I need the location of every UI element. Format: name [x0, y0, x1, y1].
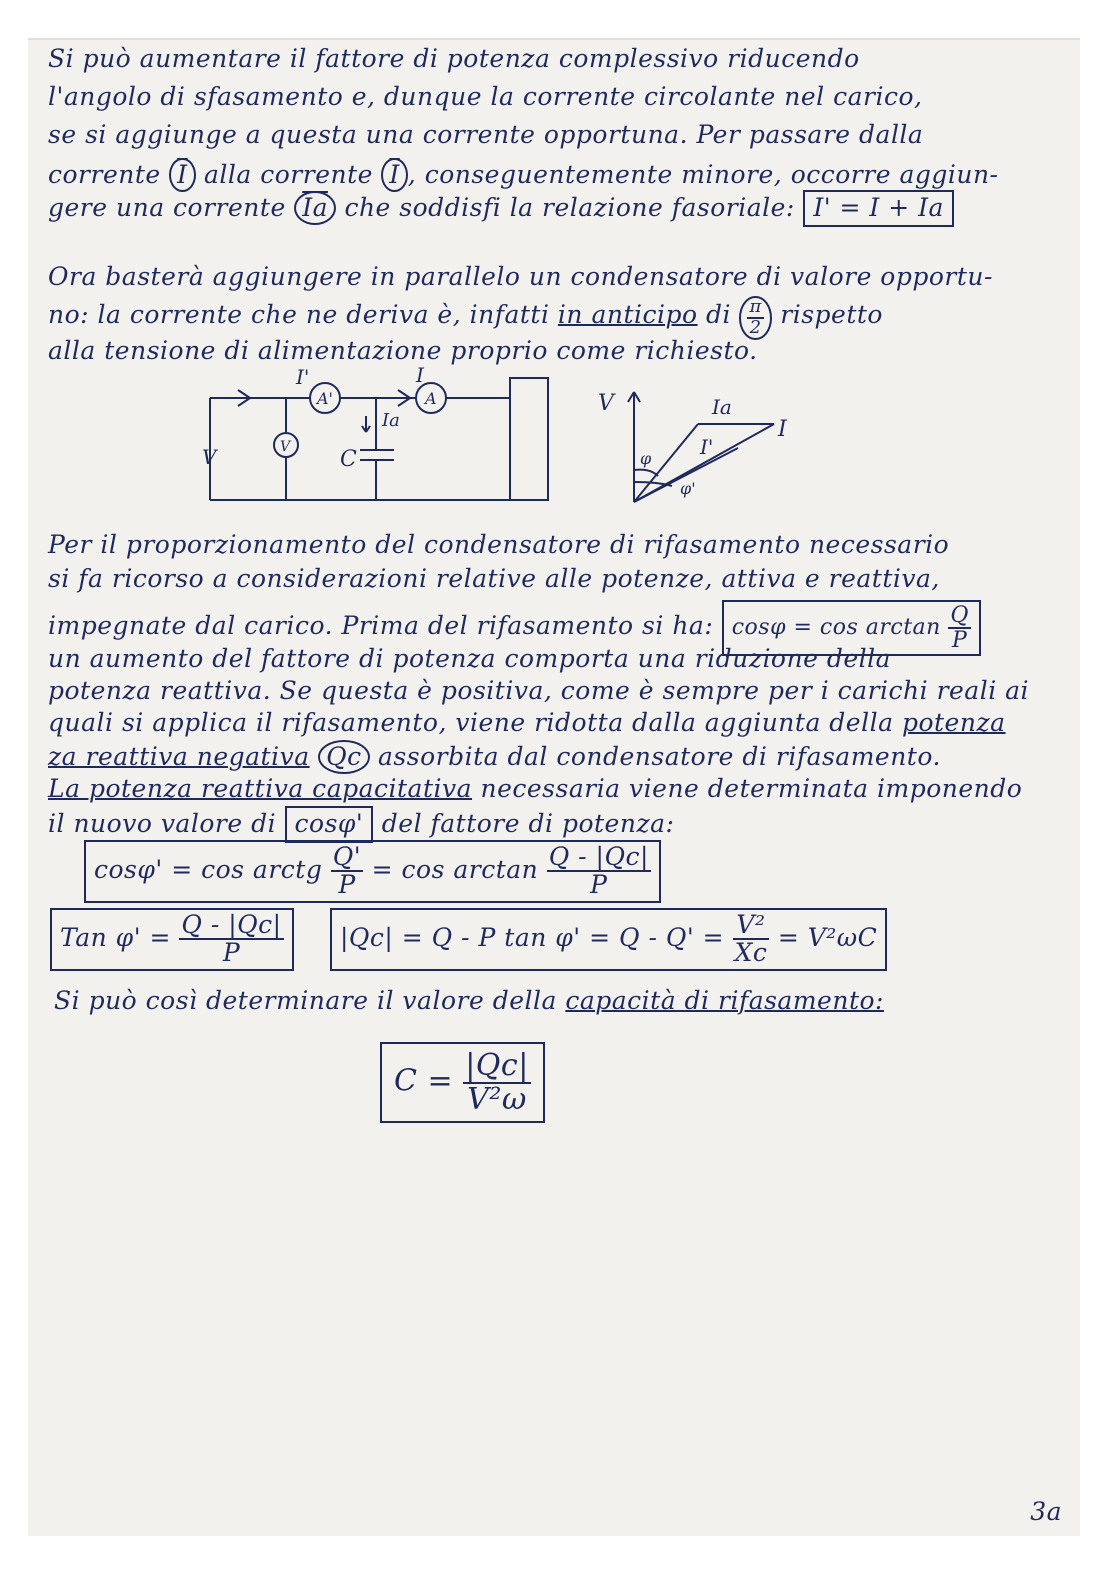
text-line: Per il proporzionamento del condensatore di rifasamento necessario: [48, 530, 950, 559]
boxed-formula: cosφ': [285, 806, 374, 843]
circuit-label-i: I: [416, 363, 424, 387]
phasor-label-i-prime: I': [700, 435, 714, 459]
fraction-denominator: P: [222, 938, 241, 968]
formula-part: cosφ = cos arctan: [731, 615, 941, 641]
text-line: [48, 708, 1006, 737]
boxed-formula: [380, 1042, 545, 1123]
phasor-label-i: I: [778, 417, 787, 442]
page-number: 3a: [1030, 1497, 1062, 1526]
text-line: potenza reattiva. Se questa è positiva, come è sempre per i carichi reali ai: [48, 676, 1030, 705]
text-line: [48, 190, 954, 227]
boxed-formula: [50, 908, 294, 971]
equation-row: [330, 908, 887, 971]
phasor-diagram: [588, 370, 828, 510]
text-fragment: che soddisfi la relazione fasoriale:: [344, 193, 795, 222]
fraction-denominator: 2: [749, 316, 762, 338]
notebook-page: [28, 38, 1080, 1536]
fraction-denominator: P: [338, 870, 356, 900]
fraction-numerator: Q: [950, 603, 969, 628]
text-fragment: corrente: [48, 160, 161, 189]
text-fragment: di: [706, 299, 732, 329]
text-line: se si aggiunge a questa una corrente opportuna. Per passare dalla: [48, 120, 924, 149]
circled-symbol: $\overline{Ia}$: [294, 191, 336, 225]
formula-part: cosφ' = cos arctg: [94, 854, 323, 884]
fraction-numerator: |Qc|: [465, 1048, 529, 1083]
text-fragment: no: la corrente che ne deriva è, infatti: [48, 299, 550, 329]
text-line: Ora basterà aggiungere in parallelo un condensatore di valore opportu-: [48, 262, 993, 291]
text-line: [54, 986, 884, 1015]
text-line: Si può aumentare il fattore di potenza complessivo riducendo: [48, 44, 860, 73]
underlined-text: potenza: [901, 708, 1006, 737]
text-fragment: gere una corrente: [48, 193, 286, 222]
text-fragment: rispetto: [780, 299, 883, 329]
text-fragment: il nuovo valore di: [48, 809, 277, 838]
text-fragment: quali si applica il rifasamento, viene ridotta dalla aggiunta della: [48, 708, 894, 737]
formula-part: Tan φ' =: [60, 922, 171, 952]
fraction-denominator: P: [590, 870, 608, 900]
circled-symbol: $\overline{I}$: [381, 158, 407, 192]
final-formula-row: [380, 1042, 545, 1123]
boxed-formula: I' = I + Ia: [803, 190, 954, 227]
circuit-label-i-prime: I': [296, 365, 310, 389]
text-line: [48, 740, 941, 774]
phasor-label-v: V: [598, 391, 614, 416]
boxed-formula: [330, 908, 887, 971]
boxed-formula: [84, 840, 661, 903]
text-fragment: Si può così determinare il valore della: [54, 986, 557, 1015]
phasor-label-phi-prime: φ': [680, 479, 696, 498]
circuit-diagram: [198, 360, 578, 510]
text-fragment: necessaria viene determinata imponendo: [480, 774, 1023, 803]
fraction-denominator: P: [951, 628, 968, 654]
fraction-denominator: Xc: [734, 938, 768, 968]
phasor-label-ia: Ia: [712, 395, 732, 419]
fraction-denominator: V²ω: [467, 1081, 527, 1117]
text-fragment: del fattore di potenza:: [381, 809, 675, 838]
text-fragment: alla corrente: [204, 160, 373, 189]
formula-part: = cos arctan: [371, 854, 539, 884]
circuit-label-ia: Ia: [382, 410, 400, 431]
text-fragment: assorbita dal condensatore di rifasamento.: [378, 742, 941, 771]
underlined-text: in anticipo: [557, 299, 698, 329]
text-fragment: impegnate dal carico. Prima del rifasamento si ha:: [48, 611, 714, 641]
underlined-text: capacità di rifasamento:: [565, 986, 884, 1015]
text-line: [48, 158, 999, 192]
fraction-numerator: V²: [733, 912, 770, 940]
text-line: un aumento del fattore di potenza comporta una riduzione della: [48, 644, 892, 673]
text-line: [48, 296, 883, 340]
text-fragment: , conseguentemente minore, occorre aggiun-: [407, 160, 999, 189]
circled-fraction: [739, 296, 771, 340]
circled-symbol: Qc: [318, 740, 370, 774]
fraction-numerator: Q - |Qc|: [181, 910, 282, 939]
circuit-label-v: V: [202, 445, 217, 469]
text-line: [48, 806, 674, 843]
formula-part: C =: [394, 1063, 454, 1099]
text-line: l'angolo di sfasamento e, dunque la corrente circolante nel carico,: [48, 82, 923, 111]
circled-symbol: $\overline{I}$: [169, 158, 195, 192]
underlined-text: La potenza reattiva capacitativa: [48, 774, 473, 803]
equation-row: [50, 908, 294, 971]
ammeter-label: A: [425, 389, 437, 408]
fraction-numerator: Q': [332, 842, 362, 871]
formula-part: |Qc| = Q - P tan φ' = Q - Q' =: [340, 922, 725, 952]
fraction-numerator: π: [749, 296, 762, 317]
voltmeter-label: V: [280, 439, 291, 455]
underlined-text: za reattiva negativa: [48, 742, 310, 771]
capacitor-label: C: [340, 447, 357, 472]
text-line: si fa ricorso a considerazioni relative alle potenze, attiva e reattiva,: [48, 564, 940, 593]
fraction-numerator: Q - |Qc|: [548, 842, 649, 871]
formula-part: = V²ωC: [777, 922, 878, 952]
ammeter-label: A': [317, 389, 333, 408]
phasor-label-phi: φ: [640, 449, 652, 468]
text-line: alla tensione di alimentazione proprio come richiesto.: [48, 336, 758, 365]
text-line: [48, 774, 1022, 803]
equation-row: [84, 840, 661, 903]
